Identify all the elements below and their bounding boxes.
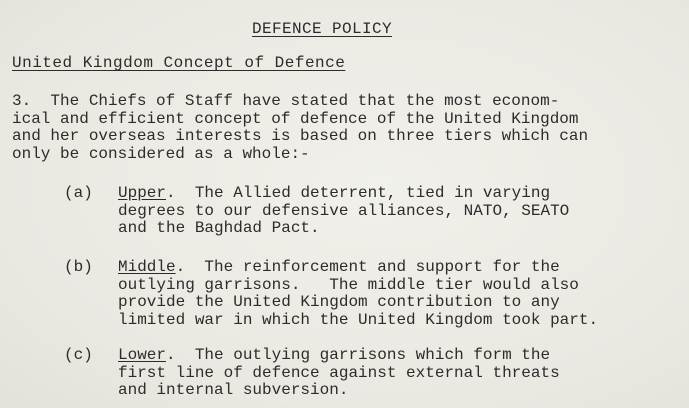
list-item-line: limited war in which the United Kingdom took part.	[118, 310, 599, 329]
paragraph-line: and her overseas interests is based on three tiers which can	[12, 127, 589, 145]
list-marker: (a)	[64, 184, 93, 202]
list-item-keyword: Middle	[118, 258, 176, 276]
list-item-body: Middle. The reinforcement and support for the outlying garrisons. The middle tier would also provide the United Kingdom contribution to any limited war in which the United Kingdom took part.	[118, 258, 599, 329]
list-marker: (c)	[64, 346, 93, 364]
list-item-line: outlying garrisons. The middle tier would also	[118, 275, 579, 294]
paragraph-number: 3.	[12, 92, 32, 110]
list-item-body: Lower. The outlying garrisons which form the first line of defence against external threats and internal subversion.	[118, 346, 560, 399]
section-heading: United Kingdom Concept of Defence	[12, 54, 346, 72]
list-marker: (b)	[64, 258, 93, 276]
list-item-keyword: Upper	[118, 184, 167, 202]
list-item-line: and the Baghdad Pact.	[118, 219, 320, 237]
paragraph-line: only be considered as a whole:-	[12, 144, 310, 163]
list-item-line: first line of defence against external threats	[118, 363, 560, 382]
list-item-line: and internal subversion.	[118, 381, 349, 399]
paragraph-line: ical and efficient concept of defence of the United Kingdom	[12, 109, 579, 128]
document-title: DEFENCE POLICY	[252, 20, 393, 38]
paragraph-3	[12, 93, 588, 163]
list-item-body: Upper. The Allied deterrent, tied in varying degrees to our defensive alliances, NATO, SEATO and the Baghdad Pact.	[118, 184, 570, 237]
paragraph-line: 3. The Chiefs of Staff have stated that the most econom-	[12, 92, 560, 110]
list-item-line: provide the United Kingdom contribution to any	[118, 293, 560, 311]
list-item-line: degrees to our defensive alliances, NATO, SEATO	[118, 201, 570, 220]
list-item-keyword: Lower	[118, 346, 167, 364]
